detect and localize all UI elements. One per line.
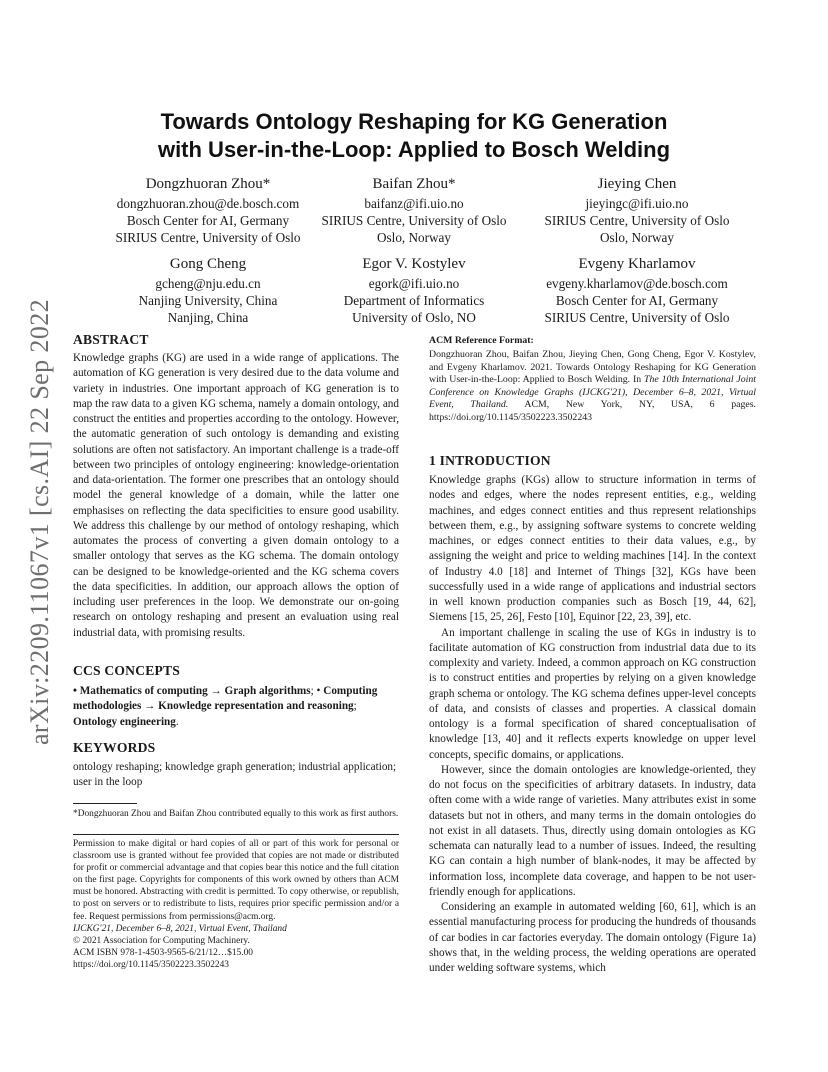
- author-email: jieyingc@ifi.uio.no: [585, 196, 689, 211]
- author-affiliation: Nanjing University, China: [138, 293, 278, 308]
- author-affiliation: SIRIUS Centre, University of Oslo: [544, 310, 730, 325]
- author-affiliation: Bosch Center for AI, Germany: [126, 213, 290, 228]
- author-email: gcheng@nju.edu.cn: [155, 276, 261, 291]
- title-line-1: Towards Ontology Reshaping for KG Generation: [160, 109, 668, 134]
- permission-block: [73, 838, 399, 971]
- ccs-separator: ;: [353, 700, 357, 713]
- arxiv-side-stamp: [18, 292, 62, 752]
- acm-reference: [429, 334, 756, 425]
- author-block-1: [98, 174, 318, 246]
- author-block-2: [304, 174, 524, 246]
- author-block-3: [527, 174, 747, 246]
- ccs-section: [73, 662, 399, 730]
- author-affiliation: University of Oslo, NO: [352, 310, 476, 325]
- ccs-heading: CCS CONCEPTS: [73, 663, 181, 678]
- arxiv-identifier: arXiv:2209.11067v1 [cs.AI] 22 Sep 2022: [25, 298, 55, 746]
- permission-copyright: © 2021 Association for Computing Machinery.: [73, 935, 250, 946]
- acm-reference-venue: The 10th International Joint Conference on Knowledge Graphs (IJCKG'21), December 6–8, 2021, Virtual Event, Thailand.: [429, 374, 756, 411]
- acm-reference-heading: ACM Reference Format:: [429, 335, 534, 346]
- ccs-concept-3: Ontology engineering: [73, 715, 176, 728]
- author-name: Jieying Chen: [597, 176, 677, 192]
- author-email: dongzhuoran.zhou@de.bosch.com: [116, 196, 300, 211]
- acm-reference-authors: Dongzhuoran Zhou, Baifan Zhou, Jieying Chen, Gong Cheng, Egor V. Kostylev, and Evgeny Kharlamov. 2021. Towards Ontology Reshaping for KG Generation with User-in-the-Loop: Applied to Bosch Welding. In: [429, 349, 756, 386]
- permission-isbn: ACM ISBN 978-1-4503-9565-6/21/12…$15.00: [73, 947, 253, 958]
- ccs-end: .: [175, 715, 179, 728]
- introduction-section: [429, 452, 756, 976]
- keywords-section: [73, 739, 399, 791]
- abstract-section: [73, 331, 399, 641]
- abstract-text: Knowledge graphs (KG) are used in a wide range of applications. The automation of KG generation is very desired due to the data volume and variety in industries. One important approach of KG generation is to map the raw data to a given KG schema, namely a domain ontology, and construct the entities and properties according to the ontology. However, the automatic generation of such ontology is demanding and existing solutions are often not satisfactory. An important challenge is a trade-off between two principles of ontology engineering: knowledge-orientation and data-orientation. The former one prescribes that an ontology should model the general knowledge of a domain, while the latter one emphasises on reflecting the data specificities to ensure good usability. We address this challenge by our method of ontology reshaping, which automates the process of converting a given domain ontology to a smaller ontology that serves as the KG schema. The domain ontology can be designed to be knowledge-oriented and the KG schema covers the data specificities. In addition, our approach allows the option of including user preferences in the loop. We demonstrate our on-going research on ontology reshaping and present an evaluation using real industrial data, with promising results.: [73, 352, 399, 639]
- author-block-5: [304, 254, 524, 326]
- ccs-concept-1: • Mathematics of computing → Graph algorithms: [73, 685, 311, 697]
- ccs-text: [73, 684, 399, 730]
- permission-doi: https://doi.org/10.1145/3502223.3502243: [73, 959, 229, 970]
- paper-title: [110, 108, 718, 164]
- author-name: Baifan Zhou*: [372, 176, 456, 192]
- author-affiliation: SIRIUS Centre, University of Oslo: [321, 213, 507, 228]
- author-affiliation: Oslo, Norway: [600, 230, 674, 245]
- intro-paragraph: Knowledge graphs (KGs) allow to structure information in terms of nodes and edges, where the nodes represent entities, e.g., welding machines, and edges connect entities and thus represent relationships between them, e.g., by assigning software systems to concrete welding machines, or edges connect entities to their data values, e.g., by assigning the weight and price to welding machines [14]. In the context of Industry 4.0 [18] and Internet of Things [32], KGs have been successfully used in a wide range of applications and industrial sectors in well known production companies such as Bosch [19, 44, 62], Siemens [15, 25, 26], Festo [10], Equinor [22, 23, 39], etc.: [429, 474, 756, 624]
- author-affiliation: Oslo, Norway: [377, 230, 451, 245]
- author-affiliation: SIRIUS Centre, University of Oslo: [544, 213, 730, 228]
- author-block-4: [98, 254, 318, 326]
- author-name: Evgeny Kharlamov: [578, 256, 696, 272]
- acm-reference-publisher: ACM, New York, NY, USA, 6 pages. https://doi.org/10.1145/3502223.3502243: [429, 399, 756, 423]
- acm-reference-text: [429, 349, 756, 425]
- footnote-text: *Dongzhuoran Zhou and Baifan Zhou contributed equally to this work as first authors.: [73, 809, 399, 819]
- author-affiliation: Bosch Center for AI, Germany: [555, 293, 719, 308]
- title-line-2: with User-in-the-Loop: Applied to Bosch Welding: [157, 137, 671, 162]
- permission-venue: IJCKG'21, December 6–8, 2021, Virtual Event, Thailand: [73, 923, 287, 934]
- footnote: [73, 808, 399, 820]
- author-email: egork@ifi.uio.no: [368, 276, 460, 291]
- ccs-separator: ; •: [310, 685, 324, 697]
- permission-text: Permission to make digital or hard copies of all or part of this work for personal or classroom use is granted without fee provided that copies are not made or distributed for profit or commercial advantage and that copies bear this notice and the full citation on the first page. Copyrights for components of this work owned by others than ACM must be honored. Abstracting with credit is permitted. To copy otherwise, or republish, to post on servers or to redistribute to lists, requires prior specific permission and/or a fee. Request permissions from permissions@acm.org.: [73, 839, 399, 922]
- keywords-text: ontology reshaping; knowledge graph generation; industrial application; user in the loop: [73, 761, 397, 789]
- permission-rule: [73, 834, 399, 835]
- introduction-heading: 1 INTRODUCTION: [429, 453, 551, 468]
- keywords-heading: KEYWORDS: [73, 740, 156, 755]
- author-block-6: [527, 254, 747, 326]
- author-affiliation: Department of Informatics: [343, 293, 485, 308]
- intro-paragraph: Considering an example in automated welding [60, 61], which is an essential manufacturing process for producing the hundreds of thousands of car bodies in car factories everyday. The domain ontology (Figure 1a) shows that, in the welding process, the welding operations are operated under welding software systems, which: [429, 901, 756, 974]
- author-affiliation: SIRIUS Centre, University of Oslo: [115, 230, 301, 245]
- author-email: baifanz@ifi.uio.no: [364, 196, 464, 211]
- author-name: Dongzhuoran Zhou*: [145, 176, 271, 192]
- author-email: evgeny.kharlamov@de.bosch.com: [546, 276, 728, 291]
- intro-paragraph: However, since the domain ontologies are knowledge-oriented, they do not focus on the specificities of arbitrary datasets. In industry, data often come with a wide range of varieties. Many attributes exist in some datasets but not in others, and many terms in the domain ontologies do not exist in all datasets. Thus, directly using domain ontologies as KG schemata can naturally lead to a number of issues. Indeed, the resulting KG can contain a high number of blank-nodes, it may be affected by information loss, incomplete data coverage, and happen to be not user-friendly enough for applications.: [429, 763, 756, 898]
- ccs-concept-2: Computing methodologies → Knowledge representation and reasoning: [73, 685, 378, 713]
- footnote-rule: [73, 803, 137, 804]
- author-name: Gong Cheng: [169, 256, 247, 272]
- author-name: Egor V. Kostylev: [362, 256, 466, 272]
- author-affiliation: Nanjing, China: [167, 310, 249, 325]
- abstract-heading: ABSTRACT: [73, 332, 149, 347]
- intro-paragraph: An important challenge in scaling the use of KGs in industry is to facilitate automation of KG construction from industrial data due to its complexity and variety. Indeed, a common approach on KG construction is to construct entities and properties by relying on a given knowledge graph schema or ontology. The KG schema defines upper-level concepts of data, and consists of classes and properties. A classical domain ontology is a formal specification of shared conceptualisation of knowledge [13, 40] and it reflects experts knowledge on upper level concepts, specific domains, or applications.: [429, 626, 756, 761]
